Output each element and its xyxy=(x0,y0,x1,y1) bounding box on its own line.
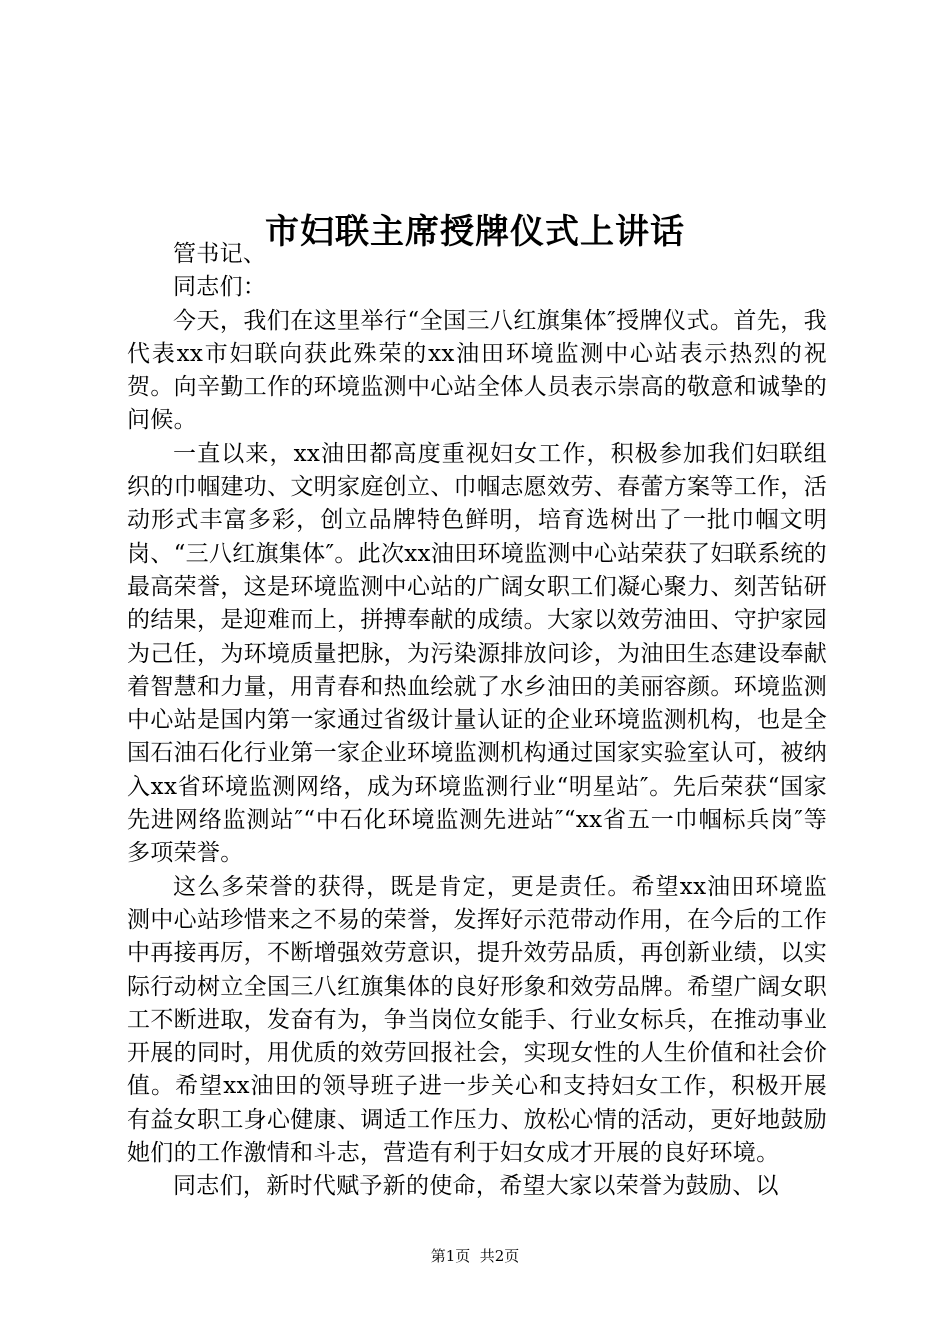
salutation-line: 同志们： xyxy=(173,274,267,301)
document-body xyxy=(127,238,827,1204)
body-paragraph: 今天，我们在这里举行“全国三八红旗集体″授牌仪式。首先，我代表xx市妇联向获此殊荣的xx油田环境监测中心站表示热烈的祝贺。向辛勤工作的环境监测中心站全体人员表示崇高的敬意和诚挚的问候。 xyxy=(127,307,827,434)
body-paragraph: 这么多荣誉的获得，既是肯定，更是责任。希望xx油田环境监测中心站珍惜来之不易的荣誉，发挥好示范带动作用，在今后的工作中再接再厉，不断增强效劳意识，提升效劳品质，再创新业绩，以实际行动树立全国三八红旗集体的良好形象和效劳品牌。希望广阔女职工不断进取，发奋有为，争当岗位女能手、行业女标兵，在推动事业开展的同时，用优质的效劳回报社会，实现女性的人生价值和社会价值。希望xx油田的领导班子进一步关心和支持妇女工作，积极开展有益女职工身心健康、调适工作压力、放松心情的活动，更好地鼓励她们的工作激情和斗志，营造有利于妇女成才开展的良好环境。 xyxy=(127,873,827,1167)
body-paragraph: 一直以来，xx油田都高度重视妇女工作，积极参加我们妇联组织的巾帼建功、文明家庭创立、巾帼志愿效劳、春蕾方案等工作，活动形式丰富多彩，创立品牌特色鲜明，培育选树出了一批巾帼文明岗、“三八红旗集体″。此次xx油田环境监测中心站荣获了妇联系统的最高荣誉，这是环境监测中心站的广阔女职工们凝心聚力、刻苦钻研的结果，是迎难而上，拼搏奉献的成绩。大家以效劳油田、守护家园为己任，为环境质量把脉，为污染源排放问诊，为油田生态建设奉献着智慧和力量，用青春和热血绘就了水乡油田的美丽容颜。环境监测中心站是国内第一家通过省级计量认证的企业环境监测机构，也是全国石油石化行业第一家企业环境监测机构通过国家实验室认可，被纳入xx省环境监测网络，成为环境监测行业“明星站″。先后荣获“国家先进网络监测站″“中石化环境监测先进站″“xx省五一巾帼标兵岗″等多项荣誉。 xyxy=(127,440,827,867)
body-paragraph: 同志们，新时代赋予新的使命，希望大家以荣誉为鼓励、以 xyxy=(173,1173,779,1200)
salutation-line: 管书记、 xyxy=(173,241,267,267)
page-title: 市妇联主席授牌仪式上讲话 xyxy=(265,211,685,252)
page-number-footer: 第1页 共2页 xyxy=(430,1247,520,1265)
